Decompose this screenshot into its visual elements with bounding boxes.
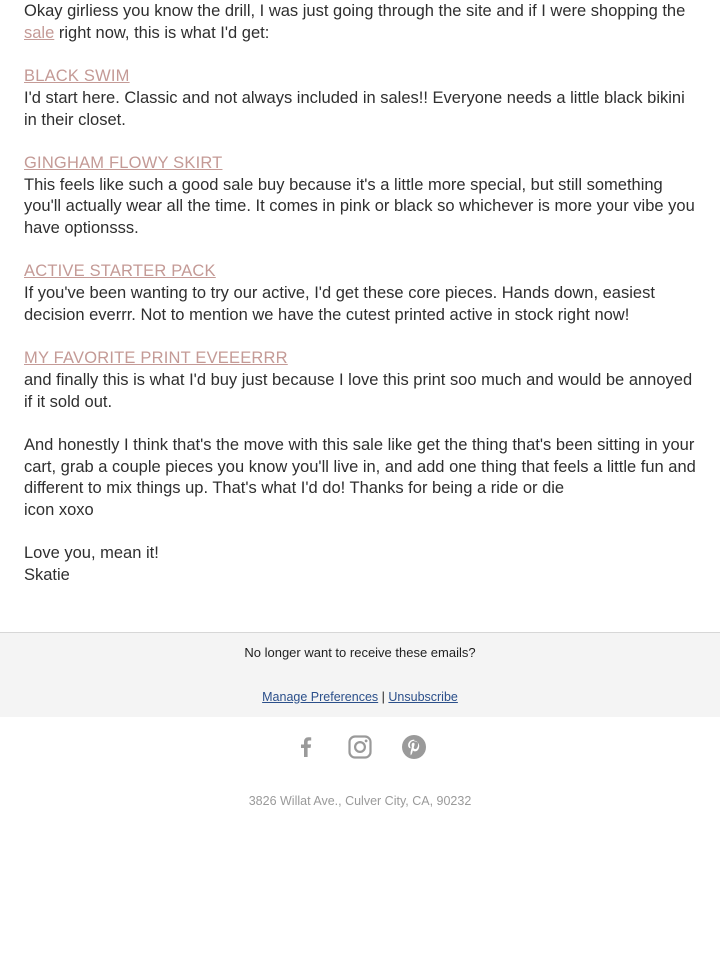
- link-separator: |: [381, 690, 385, 704]
- footer-band: [0, 632, 720, 717]
- sale-link[interactable]: sale: [24, 23, 55, 42]
- facebook-icon[interactable]: [293, 734, 319, 760]
- unsubscribe-link[interactable]: Unsubscribe: [388, 690, 458, 704]
- intro-text: Okay girliess you know the drill, I was just going through the site and if I were shopping the: [24, 2, 686, 20]
- gingham-skirt-body: This feels like such a good sale buy because it's a little more special, but still something you'll actually wear all the time. It comes in pink or black so whichever is more your vibe you have optionsss.: [24, 175, 695, 237]
- signature: Skatie: [24, 566, 70, 585]
- signoff: [24, 543, 696, 586]
- black-swim-body: I'd start here. Classic and not always included in sales!! Everyone needs a little black bikini in their closet.: [24, 88, 685, 129]
- signoff-line: Love you, mean it!: [24, 544, 159, 563]
- active-pack-link[interactable]: ACTIVE STARTER PACK: [24, 262, 216, 281]
- section-gingham-skirt: [24, 153, 696, 240]
- active-pack-body: If you've been wanting to try our active, I'd get these core pieces. Hands down, easiest decision everrr. Not to mention we have the cutest printed active in stock right now!: [24, 284, 655, 324]
- section-black-swim: [24, 66, 696, 131]
- black-swim-link[interactable]: BLACK SWIM: [24, 67, 130, 86]
- unsubscribe-question: No longer want to receive these emails?: [244, 645, 476, 660]
- footer-links: [0, 690, 720, 704]
- gingham-skirt-link[interactable]: GINGHAM FLOWY SKIRT: [24, 153, 223, 172]
- closing-text: And honestly I think that's the move with this sale like get the thing that's been sitting in your cart, grab a couple pieces you know you'll live in, and add one thing that feels a little fun and different to mix things up. That's what I'd do! Thanks for being a ride or die: [24, 435, 696, 498]
- intro-paragraph: [24, 1, 696, 44]
- closing-text-end: icon xoxo: [24, 501, 94, 520]
- instagram-icon[interactable]: [347, 734, 373, 760]
- manage-preferences-link[interactable]: Manage Preferences: [262, 690, 379, 704]
- favorite-print-body: and finally this is what I'd buy just because I love this print soo much and would be annoyed if it sold out.: [24, 370, 693, 411]
- pinterest-icon[interactable]: [401, 734, 427, 760]
- intro-text-end: right now, this is what I'd get:: [58, 23, 270, 42]
- favorite-print-link[interactable]: MY FAVORITE PRINT EVEEERRR: [24, 349, 288, 368]
- closing-paragraph: [24, 435, 696, 522]
- social-icons: [0, 734, 720, 760]
- company-address: 3826 Willat Ave., Culver City, CA, 90232: [248, 794, 472, 808]
- section-favorite-print: [24, 348, 696, 413]
- section-active-pack: [24, 261, 696, 326]
